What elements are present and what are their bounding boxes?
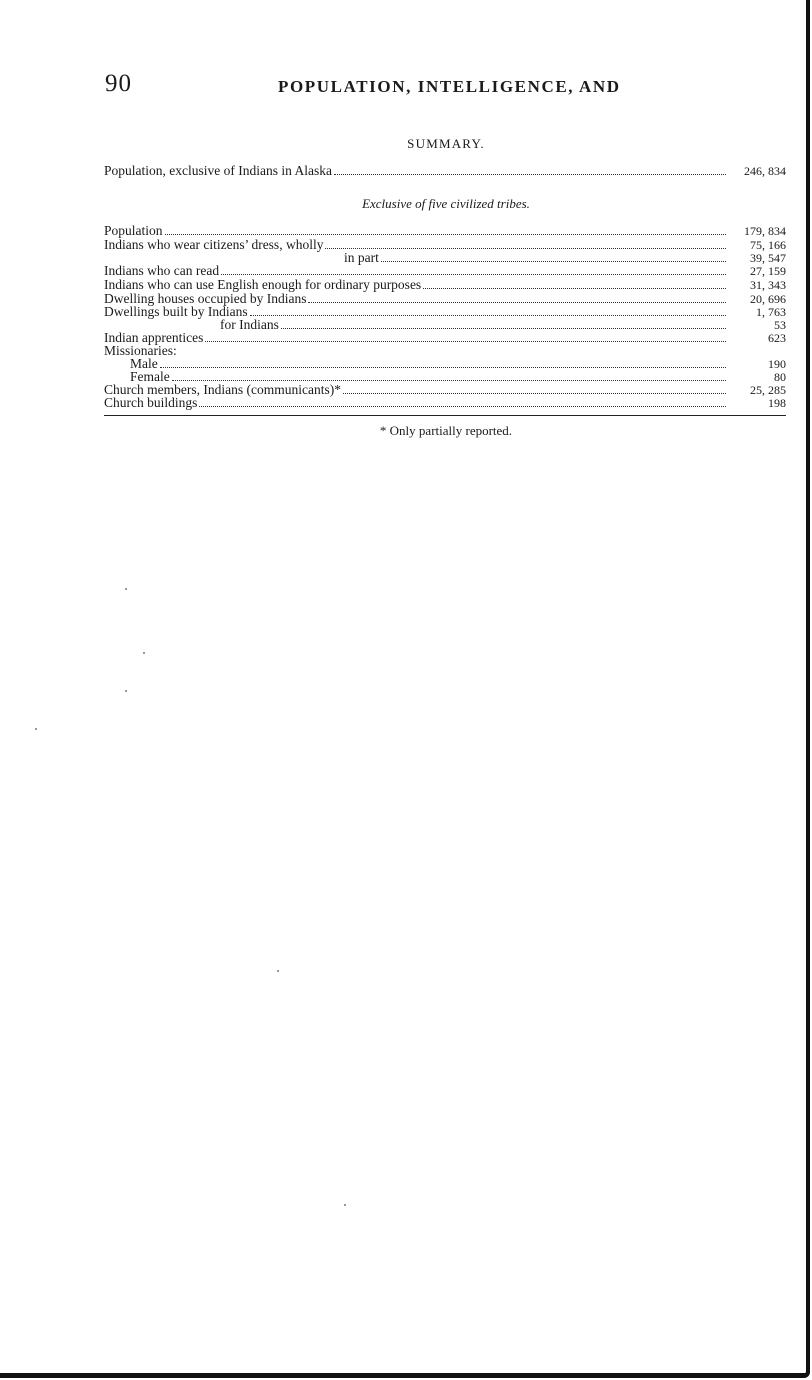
leader-dots [221,274,726,275]
paper-speck [344,1204,346,1206]
row-label: Indian apprentices [104,330,204,345]
table-row [104,396,786,410]
row-label: Church buildings [104,395,198,410]
row-label: Indians who wear citizens’ dress, wholly [104,237,324,252]
row-value: 39, 547 [750,251,786,265]
table-rule [104,415,786,416]
row-label: in part [344,250,379,265]
leader-dots [343,393,726,394]
row-label: Indians who can read [104,263,220,278]
running-title: POPULATION, INTELLIGENCE, AND [278,77,621,96]
row-label: Dwelling houses occupied by Indians [104,291,307,306]
leader-dots [205,341,726,342]
row-value: 75, 166 [750,238,786,252]
leader-dots [281,328,726,329]
paper-speck [125,588,127,590]
row-label: Female [130,369,170,384]
leader-dots [250,315,726,316]
table-row [104,278,786,292]
row-value: 20, 696 [750,292,786,306]
row-value: 27, 159 [750,264,786,278]
paper-speck [277,970,279,972]
leader-dots [165,234,726,235]
row-value: 1, 763 [756,305,786,319]
row-value: 80 [774,370,786,384]
leader-dots [423,288,726,289]
page-number: 90 [105,70,132,97]
row-value: 190 [768,357,786,371]
row-value: 246, 834 [744,164,786,178]
leader-dots [334,174,726,175]
row-label: Dwellings built by Indians [104,304,248,319]
table-row [104,305,786,319]
row-value: 198 [768,396,786,410]
paper-speck [125,690,127,692]
leader-dots [172,380,726,381]
subheading: Exclusive of five civilized tribes. [362,196,530,211]
row-value: 31, 343 [750,278,786,292]
row-label: for Indians [220,317,279,332]
section-title: SUMMARY. [407,136,485,151]
row-value: 179, 834 [744,224,786,238]
leader-dots [199,406,726,407]
table-row [104,318,786,332]
leader-dots [325,248,726,249]
table-row [104,238,786,252]
paper-speck [35,728,37,730]
leader-dots [160,367,726,368]
row-label: Indians who can use English enough for ordinary purposes [104,277,422,292]
row-label: Population, exclusive of Indians in Alaska [104,163,332,178]
leader-dots [308,302,726,303]
total-population-row [104,164,786,178]
row-label: Population [104,223,163,238]
table-row [104,357,786,371]
footnote: * Only partially reported. [379,423,513,438]
table-row [104,331,786,345]
leader-dots [381,261,726,262]
row-value: 53 [774,318,786,332]
table-row [104,264,786,278]
row-label: Missionaries: [104,343,177,358]
paper-speck [143,652,145,654]
table-row [104,383,786,397]
row-label: Church members, Indians (communicants)* [104,382,341,397]
row-value: 623 [768,331,786,345]
row-value: 25, 285 [750,383,786,397]
table-row [104,224,786,238]
row-label: Male [130,356,158,371]
